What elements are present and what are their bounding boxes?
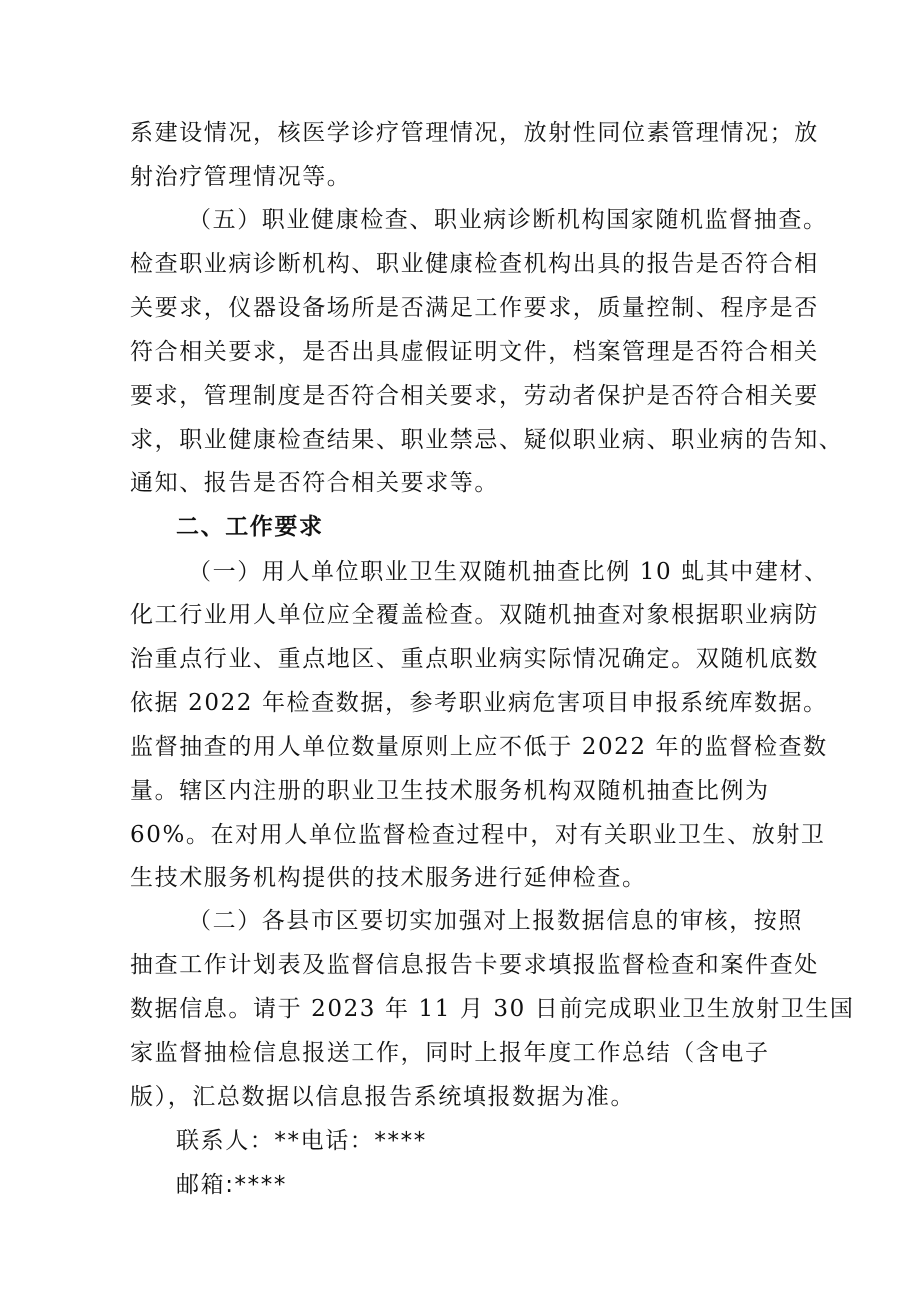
paragraph-line: 抽查工作计划表及监督信息报告卡要求填报监督检查和案件查处 bbox=[130, 952, 819, 978]
section-five-title: （五）职业健康检查、职业病诊断机构国家随机监督抽查。 bbox=[188, 207, 828, 233]
requirement-one-title: （一）用人单位职业卫生双随机抽查比例 10 虬其中建材、 bbox=[188, 559, 829, 585]
requirement-two-title: （二）各县市区要切实加强对上报数据信息的审核，按照 bbox=[188, 908, 803, 934]
paragraph-line: 量。辖区内注册的职业卫生技术服务机构双随机抽查比例为 bbox=[130, 778, 770, 804]
paragraph-line: 化工行业用人单位应全覆盖检查。双随机抽查对象根据职业病防 bbox=[130, 602, 819, 628]
paragraph-line: 关要求，仪器设备场所是否满足工作要求，质量控制、程序是否 bbox=[130, 295, 819, 321]
paragraph-line: 依据 2022 年检查数据，参考职业病危害项目申报系统库数据。 bbox=[130, 690, 828, 716]
paragraph-line: 家监督抽检信息报送工作，同时上报年度工作总结（含电子 bbox=[130, 1040, 770, 1066]
paragraph-line: 版），汇总数据以信息报告系统填报数据为准。 bbox=[130, 1084, 636, 1110]
paragraph-line: 射治疗管理情况等。 bbox=[130, 164, 352, 190]
paragraph-line: 生技术服务机构提供的技术服务进行延伸检查。 bbox=[130, 865, 647, 891]
contact-line: 联系人：**电话：**** bbox=[176, 1128, 427, 1154]
paragraph-line: 检查职业病诊断机构、职业健康检查机构出具的报告是否符合相 bbox=[130, 251, 819, 277]
paragraph-line: 治重点行业、重点地区、重点职业病实际情况确定。双随机底数 bbox=[130, 646, 819, 672]
paragraph-line: 系建设情况，核医学诊疗管理情况，放射性同位素管理情况；放 bbox=[130, 120, 819, 146]
paragraph-line: 通知、报告是否符合相关要求等。 bbox=[130, 470, 499, 496]
paragraph-line: 要求，管理制度是否符合相关要求，劳动者保护是否符合相关要 bbox=[130, 383, 819, 409]
email-line: 邮箱:**** bbox=[176, 1172, 287, 1198]
paragraph-line: 符合相关要求，是否出具虚假证明文件，档案管理是否符合相关 bbox=[130, 339, 819, 365]
section-heading: 二、工作要求 bbox=[176, 514, 324, 540]
paragraph-line: 60%。在对用人单位监督检查过程中，对有关职业卫生、放射卫 bbox=[130, 822, 826, 848]
paragraph-line: 求，职业健康检查结果、职业禁忌、疑似职业病、职业病的告知、 bbox=[130, 427, 844, 453]
paragraph-line: 数据信息。请于 2023 年 11 月 30 日前完成职业卫生放射卫生国 bbox=[130, 996, 855, 1022]
paragraph-line: 监督抽查的用人单位数量原则上应不低于 2022 年的监督检查数 bbox=[130, 734, 828, 760]
